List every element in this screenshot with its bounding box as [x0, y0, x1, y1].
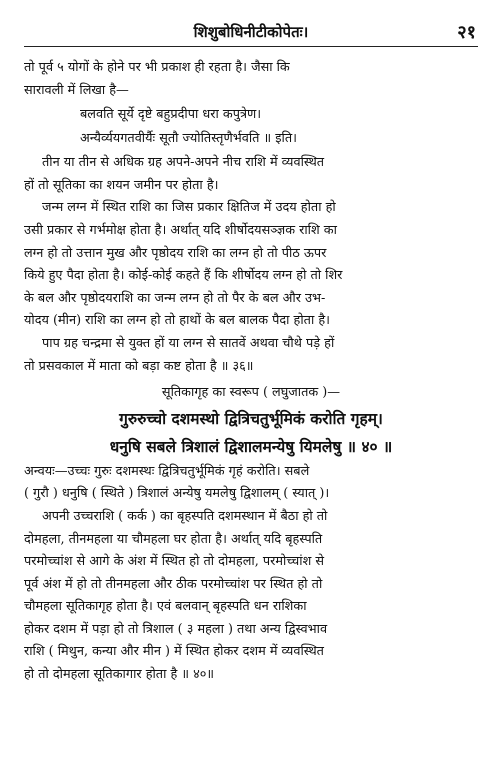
text-line: हों तो सूतिका का शयन जमीन पर होता है।: [24, 177, 219, 193]
anvaya-block: [24, 461, 478, 506]
text-line: राशि ( मिथुन, कन्या और मीन ) में स्थित होकर दशम में व्यवस्थित: [24, 644, 324, 660]
text-line: तो पूर्व ५ योगों के होने पर भी प्रकाश ही रहता है। जैसा कि: [24, 60, 290, 75]
running-title: शिशुबोधिनीटीकोपेतः।: [193, 23, 309, 41]
text-line: लग्न हो तो उत्तान मुख और पृष्ठोदय राशि का लग्न हो तो पीठ ऊपर: [24, 245, 327, 261]
text-line: दोमहला, तीनमहला या चौमहला घर होता है। अर्थात् यदि बृहस्पति: [24, 531, 323, 547]
verse-line: अन्यैर्व्ययगतवीर्यैः सूतौ ज्योतिस्तृणैर्भवति ॥ इति।: [80, 131, 297, 147]
paragraph-planets-debilitation: [24, 152, 478, 197]
text-line: हो तो दोमहला सूतिकागार होता है ॥ ४०॥: [24, 667, 215, 683]
paragraph-saravali-intro: [24, 57, 478, 102]
text-line: किये हुए पैदा होता है। कोई-कोई कहते हैं कि शीर्षोदय लग्न हो तो शिर: [24, 268, 343, 284]
paragraph-birth-ascendant: [24, 197, 478, 333]
paragraph-jupiter-house: [24, 506, 478, 687]
text-line: के बल और पृष्ठोदयराशि का जन्म लग्न हो तो पैर के बल और उभ-: [24, 290, 326, 306]
text-line: पूर्व अंश में हो तो तीनमहला और ठीक परमोच्चांश पर स्थित हो तो: [24, 576, 323, 592]
bold-verse-line: गुरुरुच्चो दशमस्थो द्वित्रिचतुर्भूमिकं करोति गृहम्।: [119, 408, 383, 428]
text-line: योदय (मीन) राशि का लग्न हो तो हाथों के बल बालक पैदा होता है।: [24, 313, 330, 329]
text-line: अपनी उच्चराशि ( कर्क ) का बृहस्पति दशमस्थान में बैठा हो तो: [42, 508, 328, 524]
bold-sanskrit-verse: [24, 405, 478, 461]
paragraph-malefic-moon: [24, 333, 478, 378]
page-content: [24, 57, 478, 687]
text-line: सारावली में लिखा है—: [24, 82, 129, 98]
page-number: २१: [457, 22, 476, 43]
text-line: उसी प्रकार से गर्भमोक्ष होता है। अर्थात् यदि शीर्षोदयसञ्ज्ञक राशि का: [24, 222, 337, 238]
sanskrit-verse-quote: [24, 104, 478, 150]
text-line: जन्म लग्न में स्थित राशि का जिस प्रकार क्षितिज में उदय होता हो: [42, 200, 336, 216]
text-line: होकर दशम में पड़ा हो तो त्रिशाल ( ३ महला ) तथा अन्य द्विस्वभाव: [24, 621, 328, 637]
text-line: पाप ग्रह चन्द्रमा से युक्त हों या लग्न से सातवें अथवा चौथे पड़े हों: [42, 335, 335, 351]
page-header: [24, 10, 478, 47]
text-line: परमोच्चांश से आगे के अंश में स्थित हो तो दोमहला, परमोच्चांश से: [24, 554, 325, 570]
text-line: अन्वयः—उच्चः गुरुः दशमस्थः द्वित्रिचतुर्भूमिकं गृहं करोति। सबले: [24, 463, 310, 479]
verse-line: बलवति सूर्ये दृष्टे बहुप्रदीपा धरा कपुत्रेण।: [80, 107, 262, 123]
text-line: चौमहला सूतिकागृह होता है। एवं बलवान् बृहस्पति धन राशिका: [24, 599, 307, 615]
bold-verse-line: धनुषि सबले त्रिशालं द्विशालमन्येषु यिमलेषु ॥ ४० ॥: [109, 436, 393, 456]
section-heading: सूतिकागृह का स्वरूप ( लघुजातक )—: [161, 385, 341, 401]
text-line: ( गुरौ ) धनुषि ( स्थिते ) त्रिशालं अन्येषु यमलेषु द्विशालम् ( स्यात् )।: [24, 486, 330, 502]
text-line: तो प्रसवकाल में माता को बड़ा कष्ट होता है ॥ ३६॥: [24, 358, 254, 374]
text-line: तीन या तीन से अधिक ग्रह अपने-अपने नीच राशि में व्यवस्थित: [42, 155, 325, 171]
